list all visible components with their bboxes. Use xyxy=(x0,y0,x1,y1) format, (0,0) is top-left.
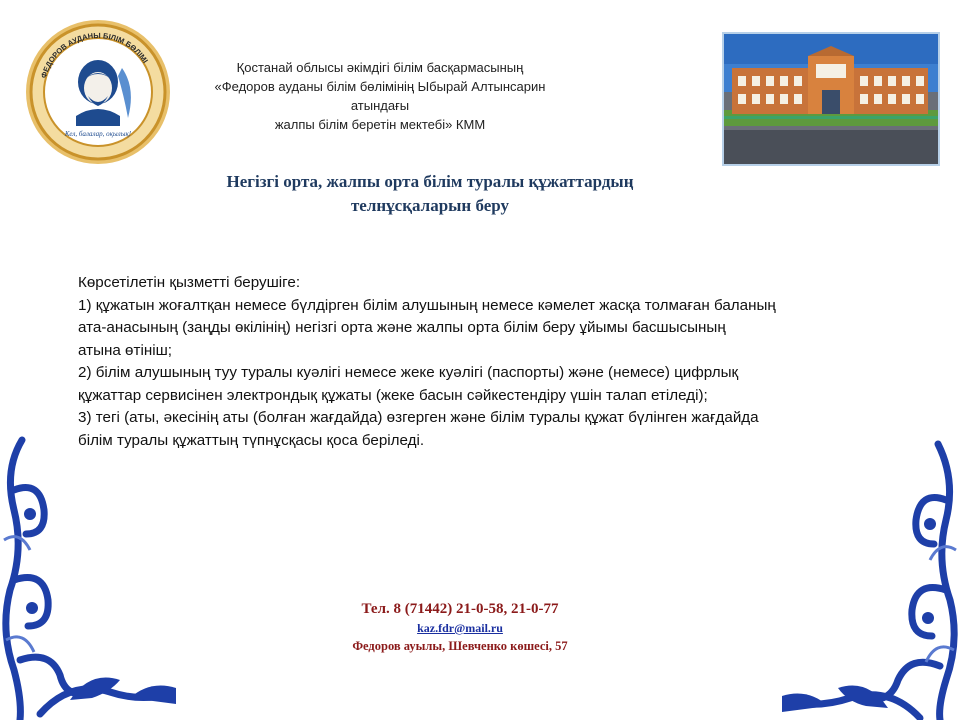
logo-motto: Кел, балалар, оқылық! xyxy=(64,130,132,138)
title-line: телнұсқаларын беру xyxy=(350,196,510,215)
header-line: жалпы білім беретін мектебі» КММ xyxy=(274,117,486,132)
page-title xyxy=(150,170,710,218)
body-line: 2) білім алушының туу туралы куәлігі немесе жеке куәлігі (паспорты) және (немесе) цифрлық xyxy=(78,364,739,381)
body-line: 1) құжатын жоғалтқан немесе бүлдірген білім алушының немесе кәмелет жасқа толмаған баланың xyxy=(78,296,776,314)
body-line: Көрсетілетін қызметті берушіге: xyxy=(78,274,301,291)
left-ornament xyxy=(0,430,180,720)
header-line: «Федоров ауданы білім бөлімінің Ыбырай Алтынсарин атындағы xyxy=(214,79,546,113)
phone-number: Тел. 8 (71442) 21-0-58, 21-0-77 xyxy=(361,601,559,617)
header-line: Қостанай облысы әкімдігі білім басқармасының xyxy=(236,60,524,75)
requirements-text xyxy=(78,272,878,452)
postal-address: Федоров ауылы, Шевченко көшесі, 57 xyxy=(352,639,568,653)
body-line: ата-анасының (заңды өкілінің) негізгі орта және жалпы орта білім беру ұйымы басшысының xyxy=(78,319,726,336)
body-line: 3) тегі (аты, әкесінің аты (болған жағдайда) өзгерген және білім туралы құжат бүлінген жағдайда xyxy=(78,409,759,426)
logo-top-text: ФЕДОРОВ АУДАНЫ БІЛІМ БӨЛІМІ xyxy=(38,30,150,80)
school-logo xyxy=(24,18,172,166)
body-line: білім туралы құжаттың түпнұсқасы қоса беріледі. xyxy=(78,431,425,449)
contact-info xyxy=(260,598,660,656)
title-line: Негізгі орта, жалпы орта білім туралы құжаттардың xyxy=(226,172,634,191)
school-building-photo xyxy=(722,32,940,166)
email-link[interactable]: kaz.fdr@mail.ru xyxy=(417,621,503,635)
right-ornament xyxy=(770,440,960,720)
organization-header xyxy=(190,58,570,134)
body-line: атына өтініш; xyxy=(78,341,172,359)
body-line: құжаттар сервисінен электрондық құжаты (жеке басын сәйкестендіру үшін талап етіледі); xyxy=(78,386,708,404)
